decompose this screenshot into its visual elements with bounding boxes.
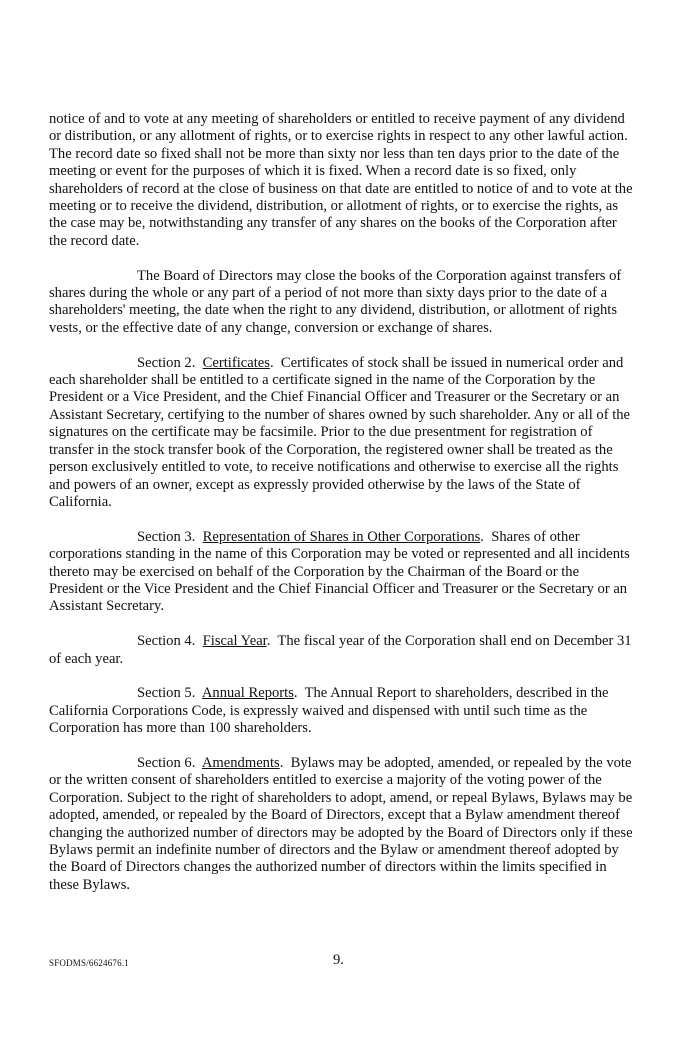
section-4-fiscal-year: Section 4. Fiscal Year. The fiscal year of the Corporation shall end on December 31 of each year. (49, 633, 632, 667)
section-2-certificates: Section 2. Certificates. Certificates of stock shall be issued in numerical order and each shareholder shall be entitled to a certificate signed in the name of the Corporation by the President or a Vice President, and the Chief Financial Officer and Treasurer or the Secretary or an Assistant Secretary, certifying to the number of shares owned by such shareholder. Any or all of the signatures on the certificate may be facsimile. Prior to the due presentment for registration of transfer in the stock transfer book of the Corporation, the registered owner shall be treated as the person exclusively entitled to vote, to receive notifications and otherwise to exercise all the rights and powers of an owner, except as expressly provided otherwise by the laws of the State of California. (49, 354, 631, 510)
section-heading: Fiscal Year (202, 633, 267, 650)
section-heading: Certificates (202, 354, 270, 371)
record-date-paragraph: notice of and to vote at any meeting of shareholders or entitled to receive payment of any dividend or distribution, or any allotment of rights, or to exercise rights in respect to any other lawful action. The record date so fixed shall not be more than sixty nor less than ten days prior to the date of the meeting or event for the purposes of which it is fixed. When a record date is so fixed, only shareholders of record at the close of business on that date are entitled to notice of and to vote at the meeting or to receive the dividend, distribution, or allotment of rights, or to exercise the rights, as the case may be, notwithstanding any transfer of any shares on the books of the Corporation after the record date. (49, 111, 633, 249)
section-heading: Annual Reports (201, 685, 294, 702)
document-body (49, 111, 635, 912)
section-text: Bylaws may be adopted, amended, or repealed by the vote or the written consent of shareholders entitled to exercise a majority of the voting power of the Corporation. Subject to the right of shareholders to adopt, amend, or repeal Bylaws, Bylaws may be adopted, amended, or repealed by the Board of Directors, except that a Bylaw amendment thereof changing the authorized number of directors may be adopted by the Board of Directors only if these Bylaws permit an indefinite number of directors and the Bylaw or amendment thereof adopted by the Board of Directors changes the authorized number of directors within the limits specified in these Bylaws. (49, 754, 633, 893)
section-text: The fiscal year of the Corporation shall end on December 31 of each year. (49, 633, 632, 667)
section-heading: Representation of Shares in Other Corporations (202, 528, 481, 545)
document-id: SFODMS/6624676.1 (49, 958, 129, 968)
page-number: 9. (333, 952, 344, 968)
section-label: Section 4. (137, 633, 196, 650)
section-label: Section 2. (137, 354, 196, 371)
section-6-amendments: Section 6. Amendments. Bylaws may be adopted, amended, or repealed by the vote or the written consent of shareholders entitled to exercise a majority of the voting power of the Corporation. Subject to the right of shareholders to adopt, amend, or repeal Bylaws, Bylaws may be adopted, amended, or repealed by the Board of Directors, except that a Bylaw amendment thereof changing the authorized number of directors may be adopted by the Board of Directors only if these Bylaws permit an indefinite number of directors and the Bylaw or amendment thereof adopted by the Board of Directors changes the authorized number of directors within the limits specified in these Bylaws. (49, 754, 633, 893)
section-text: The Annual Report to shareholders, described in the California Corporations Code, is expressly waived and dispensed with until such time as the Corporation has more than 100 shareholders. (49, 685, 609, 737)
section-label: Section 5. (137, 685, 196, 702)
section-5-annual-reports: Section 5. Annual Reports. The Annual Report to shareholders, described in the California Corporations Code, is expressly waived and dispensed with until such time as the Corporation has more than 100 shareholders. (49, 685, 609, 737)
close-books-paragraph: The Board of Directors may close the books of the Corporation against transfers of shares during the whole or any part of a period of not more than sixty days prior to the date of a shareholders' meeting, the date when the right to any dividend, distribution, or allotment of rights vests, or the effective date of any change, conversion or exchange of shares. (49, 267, 622, 336)
section-3-representation: Section 3. Representation of Shares in Other Corporations. Shares of other corporations standing in the name of this Corporation may be voted or represented and all incidents thereto may be exercised on behalf of the Corporation by the Chairman of the Board or the President or the Vice President and the Chief Financial Officer and Treasurer or the Secretary or an Assistant Secretary. (49, 528, 630, 615)
section-label: Section 3. (137, 528, 196, 545)
section-text: Shares of other corporations standing in the name of this Corporation may be voted or represented and all incidents thereto may be exercised on behalf of the Corporation by the Chairman of the Board or the President or the Vice President and the Chief Financial Officer and Treasurer or the Secretary or an Assistant Secretary. (49, 528, 630, 615)
section-heading: Amendments (201, 754, 280, 771)
section-text: Certificates of stock shall be issued in numerical order and each shareholder shall be entitled to a certificate signed in the name of the Corporation by the President or a Vice President, and the Chief Financial Officer and Treasurer or the Secretary or an Assistant Secretary, certifying to the number of shares owned by such shareholder. Any or all of the signatures on the certificate may be facsimile. Prior to the due presentment for registration of transfer in the stock transfer book of the Corporation, the registered owner shall be treated as the person exclusively entitled to vote, to receive notifications and otherwise to exercise all the rights and powers of an owner, except as expressly provided otherwise by the laws of the State of California. (49, 354, 631, 510)
section-label: Section 6. (137, 754, 196, 771)
